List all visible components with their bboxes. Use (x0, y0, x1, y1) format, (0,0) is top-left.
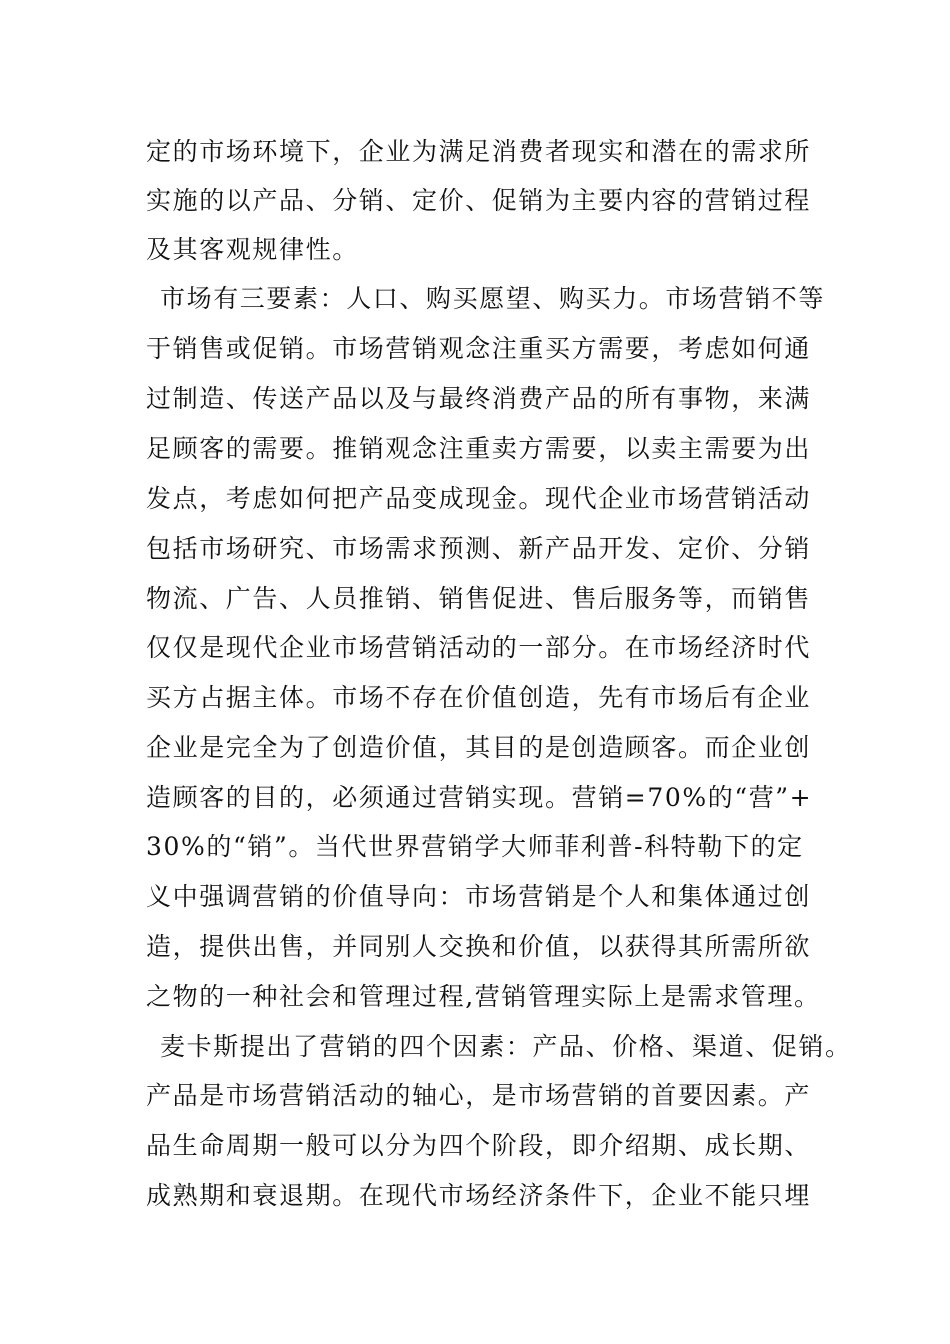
text-line: 过制造、传送产品以及与最终消费产品的所有事物，来满 (146, 384, 812, 413)
text-line: 义中强调营销的价值导向：市场营销是个人和集体通过创 (146, 882, 812, 911)
text-line: 造，提供出售，并同别人交换和价值，以获得其所需所欲 (146, 932, 812, 961)
text-line: 造顾客的目的，必须通过营销实现。营销=70%的“营”+ (146, 783, 813, 812)
text-line: 品生命周期一般可以分为四个阶段，即介绍期、成长期、 (146, 1131, 812, 1160)
text-line: 成熟期和衰退期。在现代市场经济条件下，企业不能只埋 (146, 1181, 812, 1210)
text-line: 发点，考虑如何把产品变成现金。现代企业市场营销活动 (146, 484, 812, 513)
text-line: 物流、广告、人员推销、销售促进、售后服务等，而销售 (146, 584, 812, 613)
text-line: 产品是市场营销活动的轴心，是市场营销的首要因素。产 (146, 1081, 812, 1110)
text-line: 于销售或促销。市场营销观念注重买方需要，考虑如何通 (146, 334, 812, 363)
paragraph-start-line: 市场有三要素：人口、购买愿望、购买力。市场营销不等 (160, 284, 826, 313)
text-line: 包括市场研究、市场需求预测、新产品开发、定价、分销 (146, 534, 812, 563)
text-line: 足顾客的需要。推销观念注重卖方需要，以卖主需要为出 (146, 434, 812, 463)
text-line: 实施的以产品、分销、定价、促销为主要内容的营销过程 (146, 186, 812, 215)
text-line: 及其客观规律性。 (146, 235, 359, 264)
paragraph-start-line: 麦卡斯提出了营销的四个因素：产品、价格、渠道、促销。 (160, 1032, 852, 1061)
text-line: 之物的一种社会和管理过程,营销管理实际上是需求管理。 (146, 982, 821, 1011)
text-line: 30%的“销”。当代世界营销学大师菲利普-科特勒下的定 (146, 832, 804, 861)
text-line: 仅仅是现代企业市场营销活动的一部分。在市场经济时代 (146, 633, 812, 662)
text-line: 企业是完全为了创造价值，其目的是创造顾客。而企业创 (146, 733, 812, 762)
text-line: 定的市场环境下，企业为满足消费者现实和潜在的需求所 (146, 137, 812, 166)
text-line: 买方占据主体。市场不存在价值创造，先有市场后有企业 (146, 683, 812, 712)
